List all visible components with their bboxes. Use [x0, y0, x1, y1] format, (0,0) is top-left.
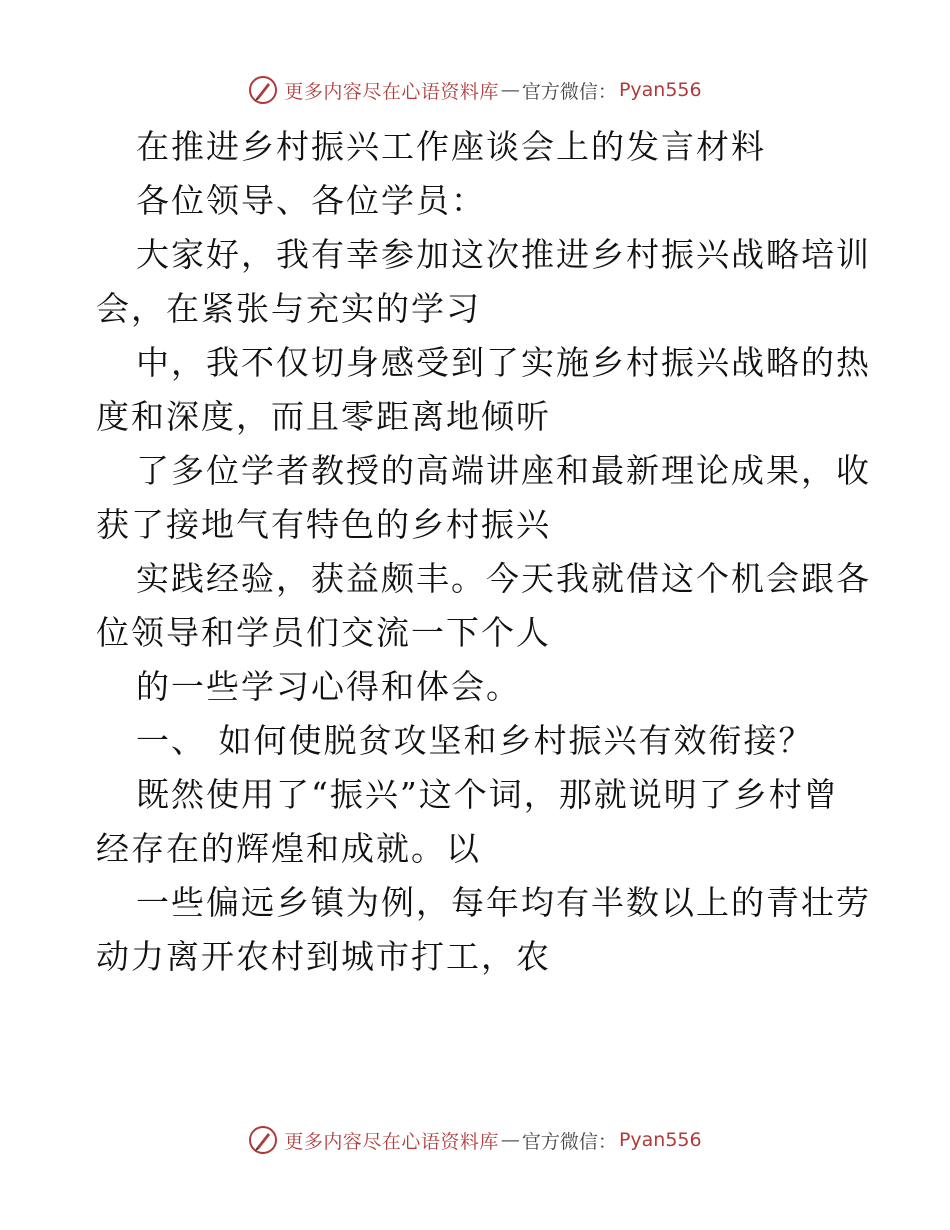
watermark-separator: —: [500, 1129, 520, 1151]
wechat-label: 官方微信：: [521, 80, 617, 103]
section-heading: 一、 如何使脱贫攻坚和乡村振兴有效衔接？: [136, 721, 814, 760]
quill-logo-icon: [248, 75, 278, 105]
paragraph-line: 度和深度，而且零距离地倾听: [96, 397, 551, 436]
paragraph-line: 实践经验，获益颇丰。今天我就借这个机会跟各: [136, 559, 871, 598]
paragraph-line: 一些偏远乡镇为例，每年均有半数以上的青壮劳: [136, 883, 871, 922]
wechat-label: 官方微信：: [521, 1130, 617, 1153]
wechat-id: Pyan556: [618, 79, 702, 101]
footer-watermark: [0, 1120, 950, 1160]
salutation: 各位领导、各位学员：: [136, 181, 486, 220]
paragraph-line: 经存在的辉煌和成就。以: [96, 829, 481, 868]
paragraph-line: 位领导和学员们交流一下个人: [96, 613, 551, 652]
watermark-text: 更多内容尽在心语资料库: [284, 80, 499, 103]
header-watermark: [0, 70, 950, 110]
quill-logo-icon: [248, 1125, 278, 1155]
wechat-id: Pyan556: [618, 1129, 702, 1151]
paragraph-line: 会，在紧张与充实的学习: [96, 289, 481, 328]
paragraph-line: 大家好，我有幸参加这次推进乡村振兴战略培训: [136, 235, 871, 274]
paragraph-line: 动力离开农村到城市打工，农: [96, 937, 551, 976]
watermark-separator: —: [500, 79, 520, 101]
paragraph-line: 的一些学习心得和体会。: [136, 667, 521, 706]
paragraph-line: 中，我不仅切身感受到了实施乡村振兴战略的热: [136, 343, 871, 382]
paragraph-line: 获了接地气有特色的乡村振兴: [96, 505, 551, 544]
document-body: [96, 120, 871, 984]
document-title: 在推进乡村振兴工作座谈会上的发言材料: [136, 127, 766, 166]
paragraph-line: 既然使用了“振兴”这个词，那就说明了乡村曾: [136, 775, 839, 814]
paragraph-line: 了多位学者教授的高端讲座和最新理论成果，收: [136, 451, 871, 490]
watermark-text: 更多内容尽在心语资料库: [284, 1130, 499, 1153]
